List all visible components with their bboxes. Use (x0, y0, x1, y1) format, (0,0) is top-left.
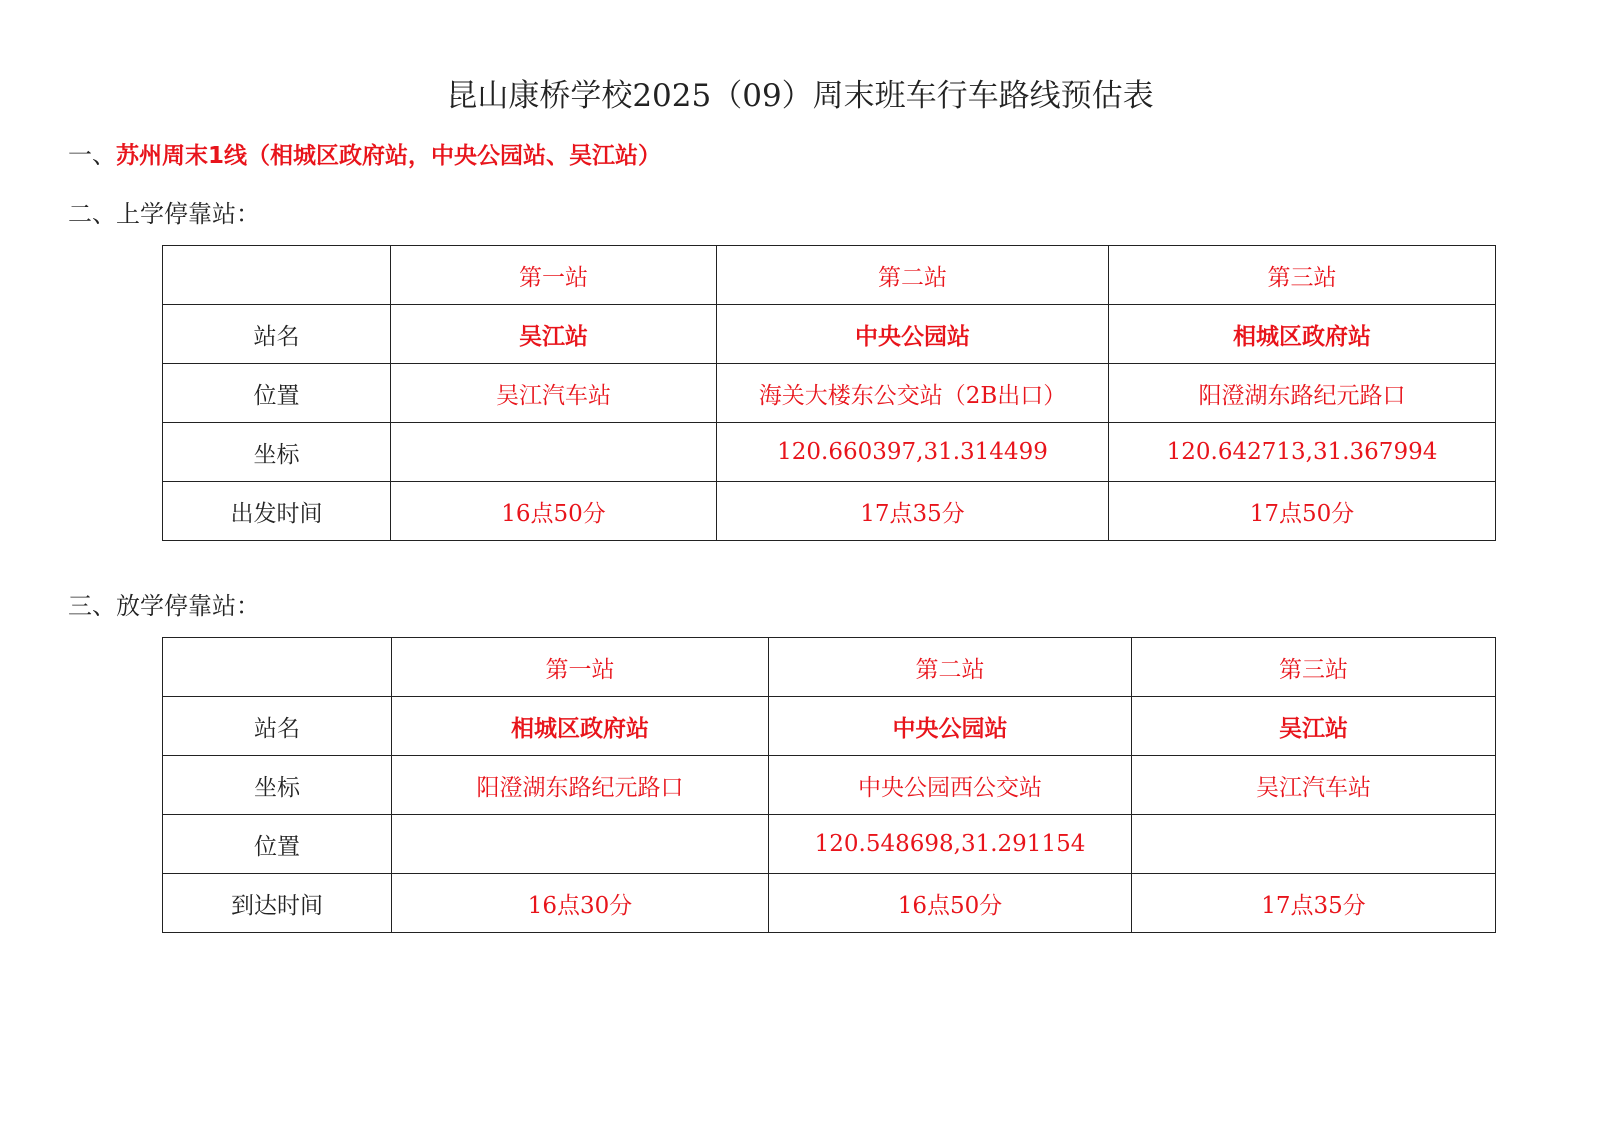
return-heading: 三、放学停靠站： (68, 592, 260, 620)
column-header-stop-3: 第三站 (1132, 638, 1496, 697)
location-cell: 中央公园西公交站 (769, 756, 1132, 815)
table-row (163, 423, 1496, 482)
coordinates-cell: 120.548698,31.291154 (769, 815, 1132, 874)
station-name-cell: 相城区政府站 (392, 697, 769, 756)
table-row (163, 697, 1496, 756)
table-row (163, 364, 1496, 423)
table-header-row (163, 638, 1496, 697)
route-heading-prefix: 一、 (68, 141, 116, 169)
column-header-stop-2: 第二站 (717, 246, 1109, 305)
row-label-station-name: 站名 (163, 697, 392, 756)
departure-time-cell: 16点50分 (391, 482, 717, 541)
departure-time-cell: 17点50分 (1109, 482, 1496, 541)
route-name: 苏州周末1线（相城区政府站，中央公园站、吴江站） (116, 143, 662, 169)
column-header-stop-1: 第一站 (391, 246, 717, 305)
station-name-cell: 中央公园站 (717, 305, 1109, 364)
table-row (163, 815, 1496, 874)
column-header-stop-3: 第三站 (1109, 246, 1496, 305)
station-name-cell: 相城区政府站 (1109, 305, 1496, 364)
station-name-cell: 吴江站 (1132, 697, 1496, 756)
outbound-heading: 二、上学停靠站： (68, 200, 260, 228)
row-label-location: 位置 (163, 364, 391, 423)
coordinates-cell: 120.642713,31.367994 (1109, 423, 1496, 482)
page-title: 昆山康桥学校2025（09）周末班车行车路线预估表 (446, 78, 1154, 114)
table-row (163, 305, 1496, 364)
row-label-coordinates: 坐标 (163, 423, 391, 482)
coordinates-cell: 120.660397,31.314499 (717, 423, 1109, 482)
return-stops-table (162, 637, 1496, 933)
table-row (163, 756, 1496, 815)
row-label-coordinates: 坐标 (163, 756, 392, 815)
row-label-departure-time: 出发时间 (163, 482, 391, 541)
location-cell: 阳澄湖东路纪元路口 (1109, 364, 1496, 423)
table-row (163, 482, 1496, 541)
column-header-stop-2: 第二站 (769, 638, 1132, 697)
row-label-station-name: 站名 (163, 305, 391, 364)
row-label-location: 位置 (163, 815, 392, 874)
row-label-arrival-time: 到达时间 (163, 874, 392, 933)
arrival-time-cell: 16点30分 (392, 874, 769, 933)
column-header-stop-1: 第一站 (392, 638, 769, 697)
departure-time-cell: 17点35分 (717, 482, 1109, 541)
arrival-time-cell: 17点35分 (1132, 874, 1496, 933)
coordinates-cell (391, 423, 717, 482)
table-corner-cell (163, 246, 391, 305)
coordinates-cell (392, 815, 769, 874)
route-heading (68, 138, 661, 173)
table-corner-cell (163, 638, 392, 697)
table-header-row (163, 246, 1496, 305)
location-cell: 吴江汽车站 (1132, 756, 1496, 815)
coordinates-cell (1132, 815, 1496, 874)
outbound-stops-table (162, 245, 1496, 541)
location-cell: 海关大楼东公交站（2B出口） (717, 364, 1109, 423)
arrival-time-cell: 16点50分 (769, 874, 1132, 933)
station-name-cell: 吴江站 (391, 305, 717, 364)
location-cell: 吴江汽车站 (391, 364, 717, 423)
station-name-cell: 中央公园站 (769, 697, 1132, 756)
table-row (163, 874, 1496, 933)
location-cell: 阳澄湖东路纪元路口 (392, 756, 769, 815)
